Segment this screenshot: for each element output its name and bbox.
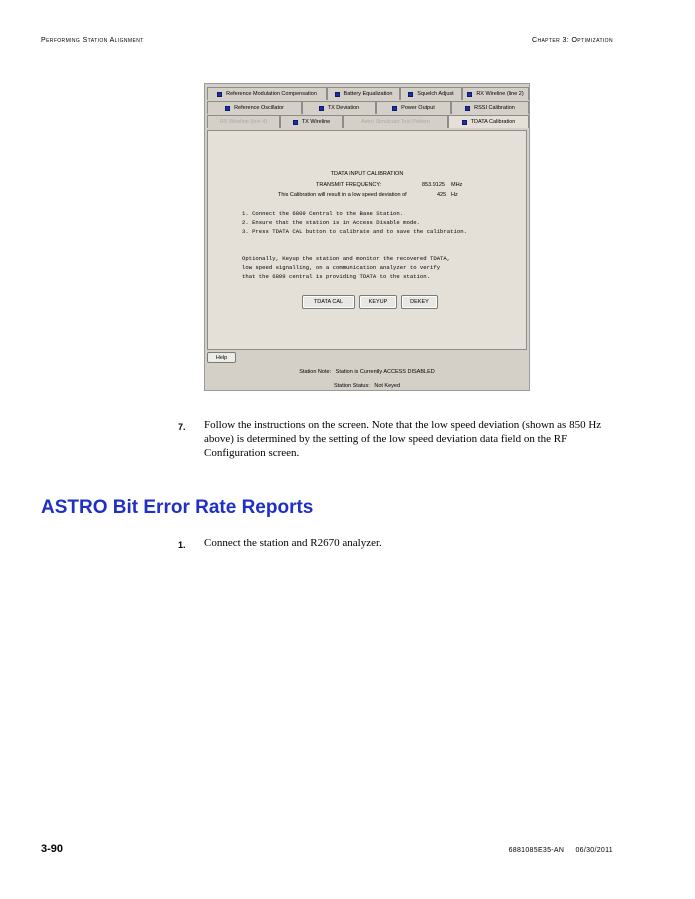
tab-power-output[interactable] — [376, 101, 451, 114]
step-text-line: above) is determined by the setting of the low speed deviation data field on the RF — [204, 433, 568, 445]
step-number: 7. — [178, 422, 186, 432]
tab-battery-equalization[interactable] — [327, 87, 400, 100]
blue-square-icon — [293, 120, 298, 125]
tab-squelch-adjust[interactable] — [400, 87, 462, 100]
page-number: 3-90 — [41, 843, 64, 855]
section-heading: ASTRO Bit Error Rate Reports — [41, 497, 314, 518]
tab-tdata-calibration[interactable] — [448, 115, 529, 128]
blue-square-icon — [319, 106, 324, 111]
tab-label: Battery Equalization — [343, 91, 393, 97]
blue-square-icon — [462, 120, 467, 125]
blue-square-icon — [335, 92, 340, 97]
step-text: Connect the station and R2670 analyzer. — [204, 537, 382, 549]
station-note-label: Station Note: — [299, 369, 332, 375]
tdata-cal-button[interactable]: TDATA CAL — [302, 295, 355, 309]
blue-square-icon — [408, 92, 413, 97]
panel-title: TDATA INPUT CALIBRATION — [330, 171, 404, 177]
station-status-value: Not Keyed — [374, 383, 401, 389]
blue-square-icon — [465, 106, 470, 111]
transmit-frequency-value: 853.9125 — [422, 182, 445, 188]
running-header-right: Chapter 3: Optimization — [531, 37, 613, 44]
tab-label: RSSI Calibration — [474, 105, 515, 111]
step-text-line: Configuration screen. — [204, 447, 300, 459]
keyup-button[interactable]: KEYUP — [359, 295, 397, 309]
dekey-button[interactable]: DEKEY — [401, 295, 438, 309]
tab-label: Reference Modulation Compensation — [226, 91, 317, 97]
tab-astro-simulcast-test-pattern[interactable] — [343, 115, 448, 128]
tdata-calibration-screenshot — [204, 83, 530, 391]
transmit-frequency-label: TRANSMIT FREQUENCY: — [316, 182, 382, 188]
station-status-label: Station Status: — [333, 383, 370, 389]
blue-square-icon — [392, 106, 397, 111]
deviation-value: 425 — [437, 192, 447, 198]
tab-rssi-calibration[interactable] — [451, 101, 529, 114]
optional-line: low speed signalling, on a communication analyzer to verify — [242, 264, 441, 271]
tab-label: Squelch Adjust — [417, 91, 454, 97]
optional-line: that the 6809 central is providing TDATA to the station. — [242, 273, 430, 280]
tab-tx-deviation[interactable] — [302, 101, 376, 114]
tab-label: RX Wireline (line 2) — [476, 91, 524, 97]
tab-label: RX Wireline (line 4) — [219, 119, 268, 125]
instruction-line: 1. Connect the 6809 Central to the Base Station. — [242, 210, 404, 217]
running-header-left: Performing Station Alignment — [41, 37, 144, 44]
instruction-line: 2. Ensure that the station is in Access Disable mode. — [242, 219, 420, 226]
document-number: 6881085E35-AN 06/30/2011 — [508, 847, 613, 854]
tab-label: TX Wireline — [301, 119, 331, 125]
tab-label: TX Deviation — [327, 105, 360, 111]
tab-row-2 — [207, 101, 529, 114]
tab-label: Astro Simulcast Test Pattern — [361, 119, 430, 125]
tab-tx-wireline[interactable] — [280, 115, 343, 128]
tab-label: Reference Oscillator — [234, 105, 284, 111]
tab-label: Power Output — [401, 105, 435, 111]
tdata-calibration-panel — [207, 130, 527, 350]
blue-square-icon — [217, 92, 222, 97]
station-status — [205, 383, 529, 389]
tab-row-1 — [207, 87, 529, 100]
deviation-label: This Calibration will result in a low speed deviation of — [278, 192, 407, 198]
station-note — [205, 369, 529, 375]
instruction-line: 3. Press TDATA CAL button to calibrate and to save the calibration. — [242, 228, 467, 235]
tab-label: TDATA Calibration — [470, 119, 516, 125]
tab-reference-modulation-compensation[interactable] — [207, 87, 327, 100]
help-button[interactable]: Help — [207, 352, 236, 363]
tab-rx-wireline-line-2[interactable] — [462, 87, 529, 100]
step-text-line: Follow the instructions on the screen. Note that the low speed deviation (shown as 850 Hz — [204, 419, 602, 431]
tab-row-3 — [207, 115, 529, 128]
step-text — [204, 418, 601, 460]
station-note-value: Station is Currently ACCESS DISABLED — [335, 369, 435, 375]
deviation-unit: Hz — [451, 192, 458, 198]
tab-reference-oscillator[interactable] — [207, 101, 302, 114]
blue-square-icon — [467, 92, 472, 97]
tab-rx-wireline-line-4[interactable] — [207, 115, 280, 128]
transmit-frequency-unit: MHz — [451, 182, 463, 188]
optional-line: Optionally, Keyup the station and monitor the recovered TDATA, — [242, 255, 451, 262]
blue-square-icon — [225, 106, 230, 111]
step-number: 1. — [178, 540, 186, 550]
